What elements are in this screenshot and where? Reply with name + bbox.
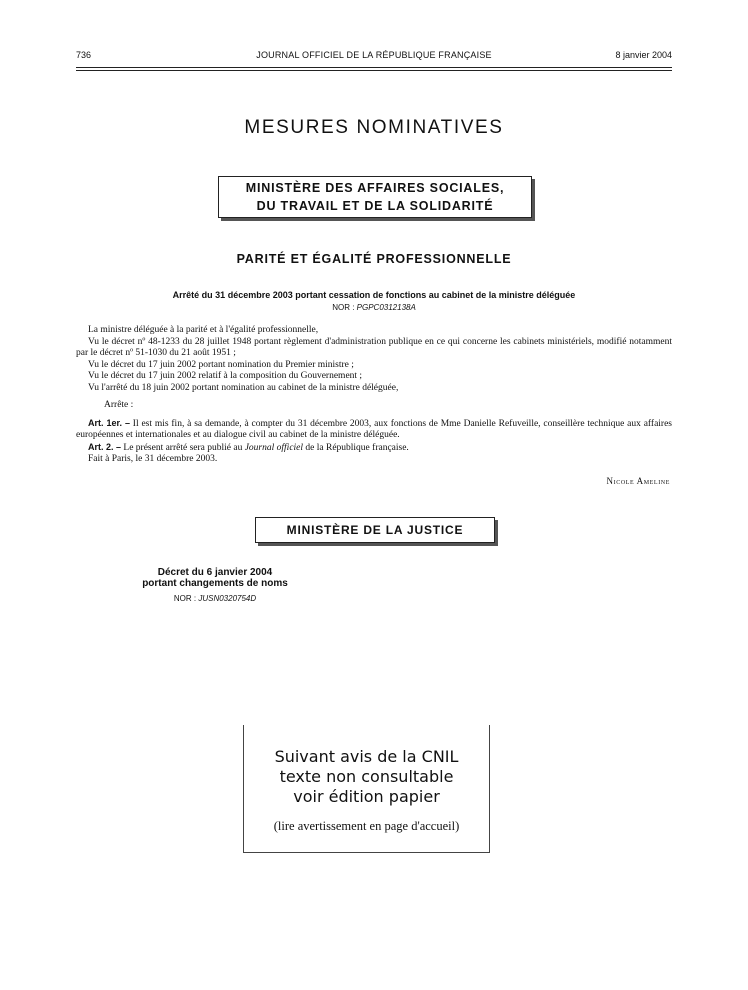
preamble-line: Vu l'arrêté du 18 juin 2002 portant nomination au cabinet de la ministre déléguée, xyxy=(88,382,399,393)
cnil-notice-lines xyxy=(244,747,489,807)
issue-date: 8 janvier 2004 xyxy=(615,50,672,60)
arrete-body xyxy=(76,325,672,466)
article-2-text-after: de la République française. xyxy=(305,442,409,453)
decret-title xyxy=(130,567,300,589)
header-rule-thin xyxy=(76,70,672,71)
preamble-line: Vu le décret du 17 juin 2002 portant nomination du Premier ministre ; xyxy=(88,359,354,370)
cnil-note: (lire avertissement en page d'accueil) xyxy=(273,819,460,833)
page-header xyxy=(76,50,672,64)
nor-code: JUSN0320754D xyxy=(198,594,257,603)
nor-label: NOR : xyxy=(332,303,355,312)
arrete-nor xyxy=(76,303,672,312)
ministry-line-1: MINISTÈRE DES AFFAIRES SOCIALES, xyxy=(245,181,505,195)
decret-title-line-1: Décret du 6 janvier 2004 xyxy=(157,567,273,578)
arrete-title: Arrêté du 31 décembre 2003 portant cessation de fonctions au cabinet de la ministre déléguée xyxy=(172,290,576,300)
arrete-word: Arrête : xyxy=(104,400,134,410)
preamble-line: Vu le décret du 17 juin 2002 relatif à la composition du Gouvernement ; xyxy=(88,371,363,381)
ministry-box-social-affairs xyxy=(218,176,532,218)
preamble-line: Vu le décret nº 48-1233 du 28 juillet 1948 portant règlement d'administration publique en ce qui concerne les cabinets ministériels, modifié notamment par le décret nº 51-1030 du 21 août 1951 ; xyxy=(76,336,672,358)
article-2-text-before: Le présent arrêté sera publié au xyxy=(123,442,243,453)
page-title: MESURES NOMINATIVES xyxy=(244,117,504,138)
decret-nor xyxy=(130,594,300,603)
cnil-line-3: voir édition papier xyxy=(293,787,440,806)
header-rule xyxy=(76,67,672,68)
cnil-notice-box xyxy=(243,725,490,853)
article-2-journal-name: Journal officiel xyxy=(244,442,304,453)
cnil-line-1: Suivant avis de la CNIL xyxy=(274,747,459,766)
page-number: 736 xyxy=(76,50,92,60)
article-2 xyxy=(76,442,672,455)
article-1-text: Il est mis fin, à sa demande, à compter du 31 décembre 2003, aux fonctions de Mme Danielle Refuveille, conseillère technique aux affaires européennes et internationales et au dialogue civil au cabinet de la ministre déléguée. xyxy=(76,418,672,440)
cnil-line-2: texte non consultable xyxy=(279,767,454,786)
ministry-box-justice: MINISTÈRE DE LA JUSTICE xyxy=(255,517,495,543)
journal-title: JOURNAL OFFICIEL DE LA RÉPUBLIQUE FRANÇAISE xyxy=(256,50,492,60)
signature: Nicole Ameline xyxy=(606,476,670,486)
nor-label: NOR : xyxy=(173,594,197,603)
ministry-line-2: DU TRAVAIL ET DE LA SOLIDARITÉ xyxy=(256,199,494,213)
nor-code: PGPC0312138A xyxy=(356,303,416,312)
article-1-label: Art. 1er. – xyxy=(88,417,130,428)
article-1 xyxy=(76,418,672,442)
article-2-label: Art. 2. – xyxy=(88,441,122,452)
section-title: PARITÉ ET ÉGALITÉ PROFESSIONNELLE xyxy=(236,252,512,266)
decret-title-line-2: portant changements de noms xyxy=(142,578,288,589)
fait-a-paris: Fait à Paris, le 31 décembre 2003. xyxy=(88,454,218,464)
preamble-line: La ministre déléguée à la parité et à l'égalité professionnelle, xyxy=(88,325,319,335)
